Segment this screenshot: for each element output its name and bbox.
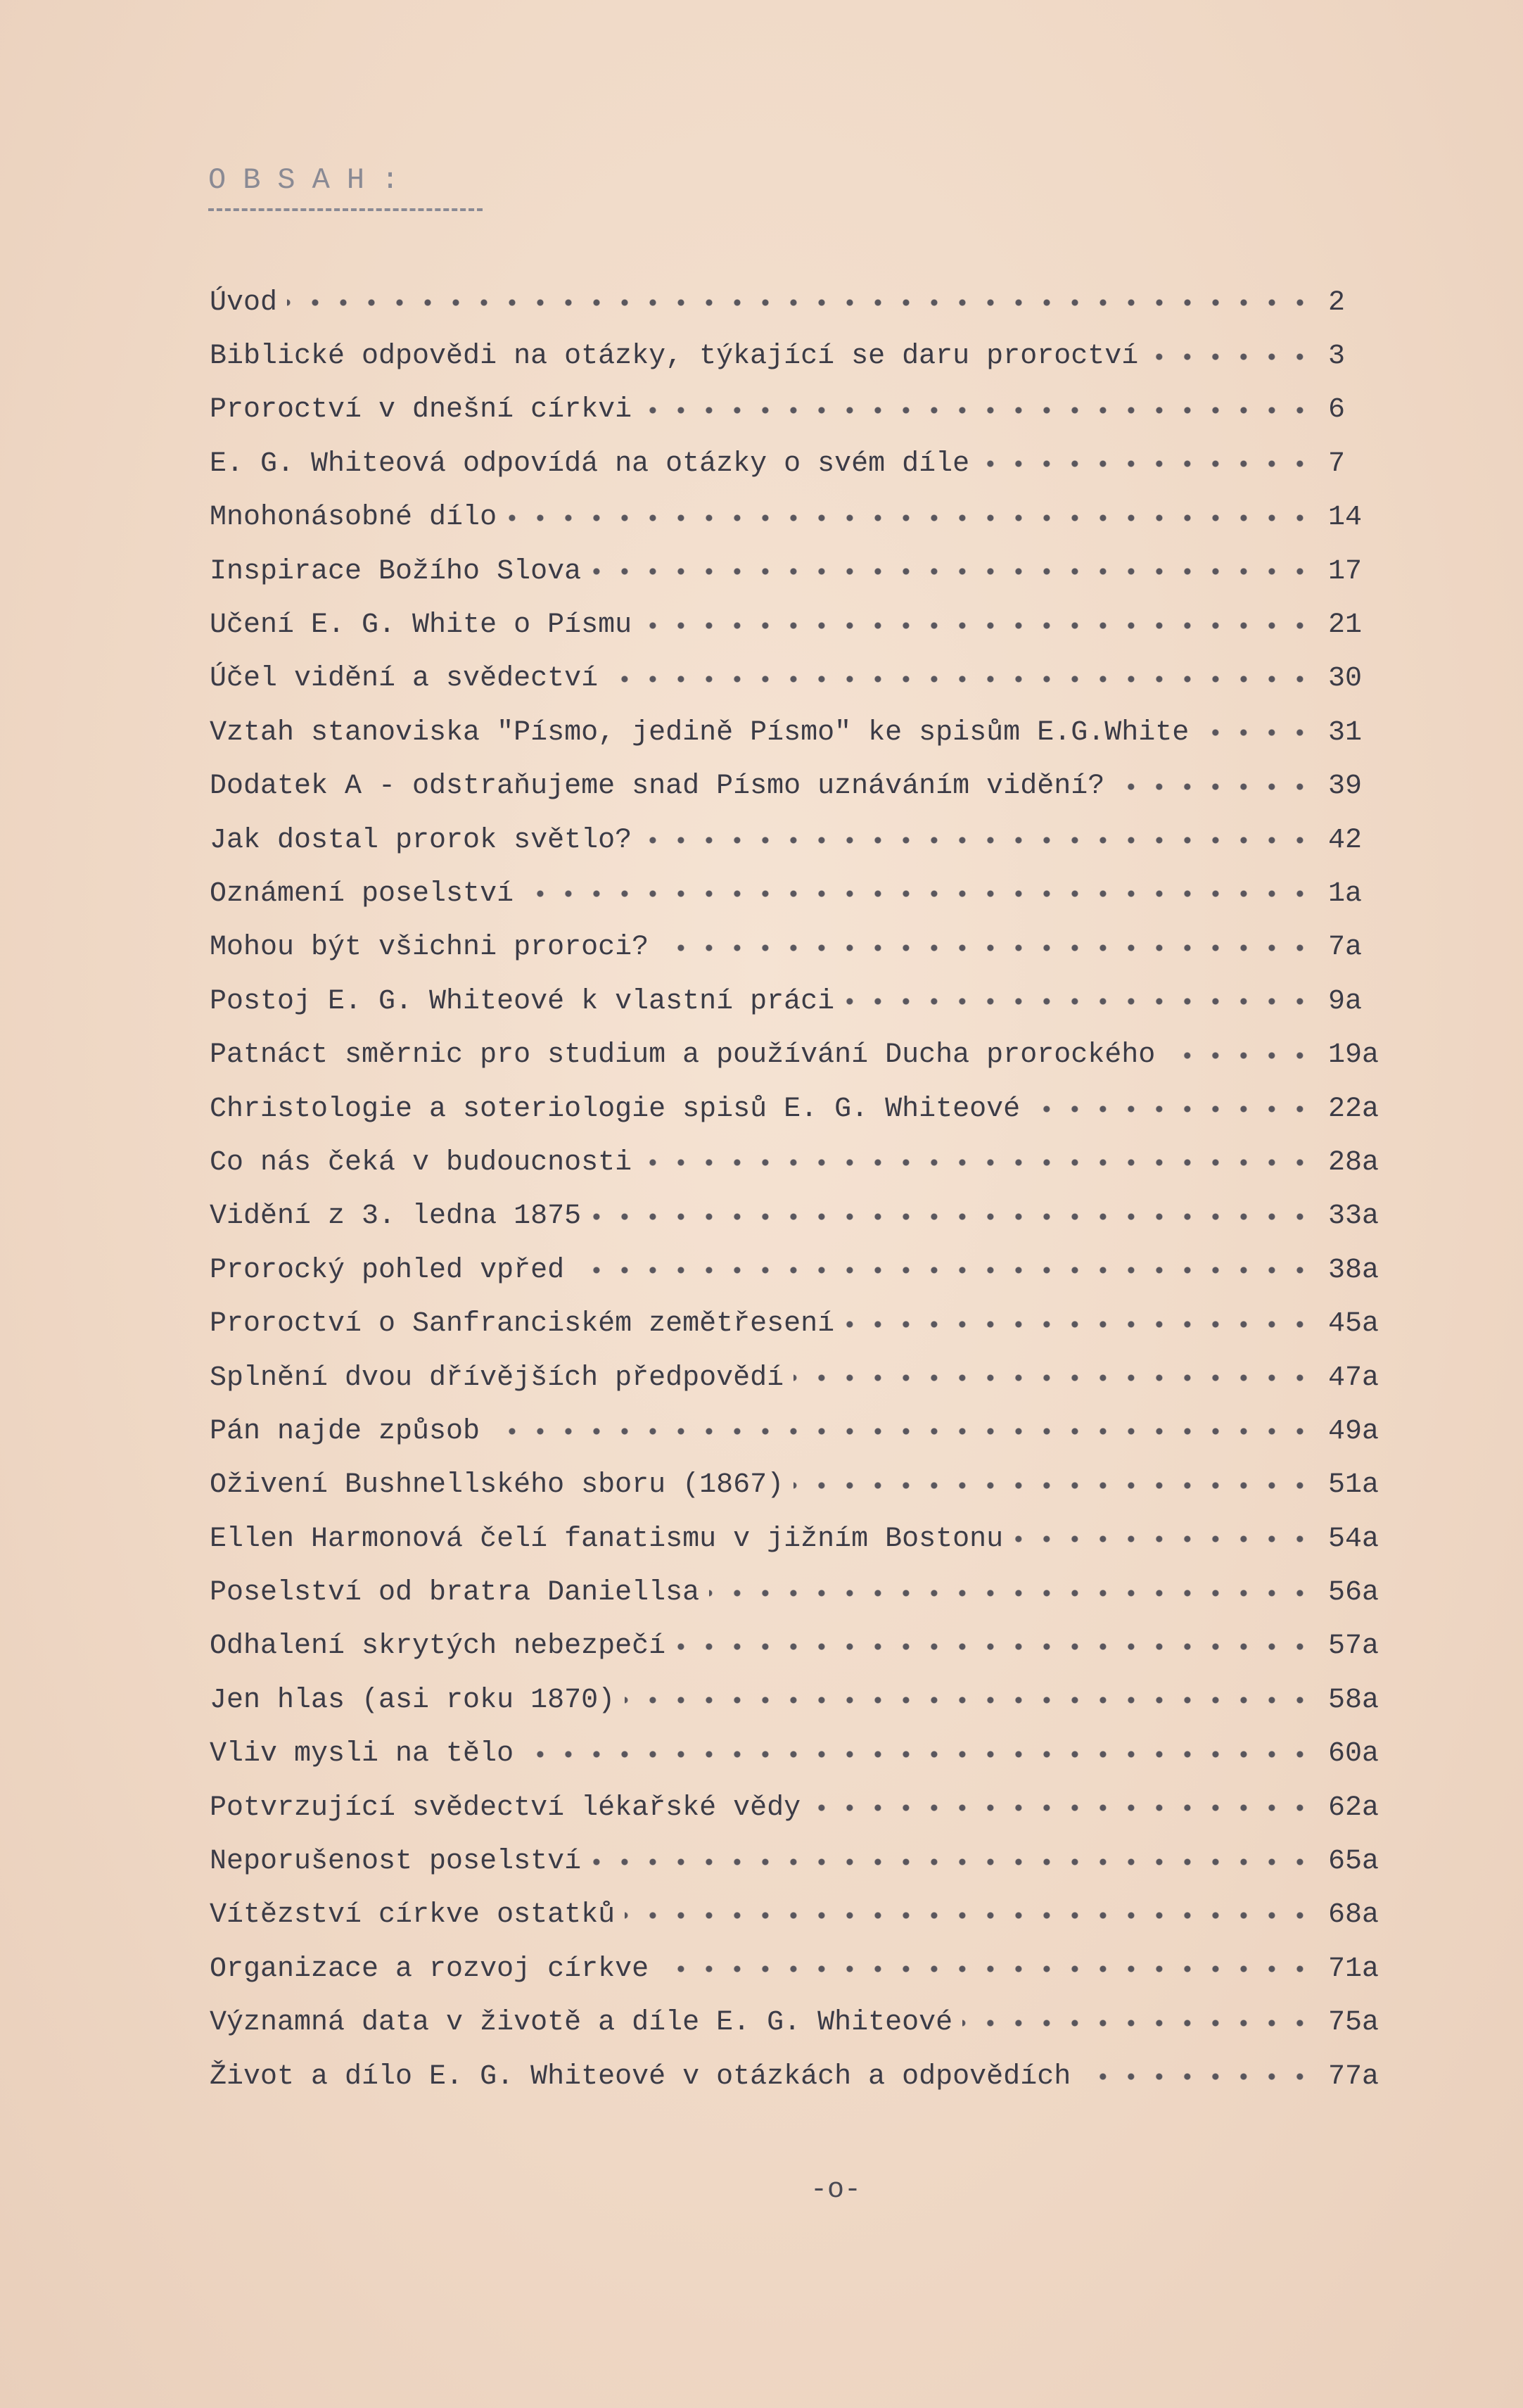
dot-leader — [844, 1310, 1314, 1338]
toc-entry-title: Život a dílo E. G. Whiteové v otázkách a odpovědích — [210, 2060, 1071, 2093]
toc-entry-title: E. G. Whiteová odpovídá na otázky o svém díle — [210, 448, 970, 480]
toc-entry-title: Jen hlas (asi roku 1870) — [210, 1684, 616, 1716]
dot-leader — [794, 1471, 1314, 1500]
toc-entry-page: 6 — [1328, 394, 1346, 426]
toc-entry-page: 65a — [1328, 1846, 1379, 1878]
dot-leader — [1165, 1041, 1314, 1070]
toc-entry-title: Mohou být všichni proroci? — [210, 932, 649, 964]
dot-leader — [1081, 2062, 1314, 2091]
toc-entry — [210, 1781, 1386, 1834]
toc-entry-title: Potvrzující svědectví lékařské vědy — [210, 1792, 801, 1824]
toc-entry-title: Organizace a rozvoj církve — [210, 1953, 649, 1985]
toc-entry — [210, 1996, 1386, 2050]
toc-entry-page: 30 — [1328, 663, 1363, 695]
dot-leader — [810, 1794, 1314, 1822]
toc-entry — [210, 921, 1386, 975]
toc-entry-title: Ellen Harmonová čelí fanatismu v jižním Bostonu — [210, 1523, 1004, 1555]
toc-entry — [210, 1243, 1386, 1297]
toc-entry-page: 33a — [1328, 1200, 1379, 1233]
toc-entry — [210, 706, 1386, 759]
toc-entry-title: Splnění dvou dřívějších předpovědí — [210, 1362, 784, 1394]
toc-entry — [210, 1889, 1386, 1942]
toc-entry — [210, 1082, 1386, 1136]
toc-entry-title: Oživení Bushnellského sboru (1867) — [210, 1469, 784, 1502]
dot-leader — [642, 826, 1314, 854]
toc-entry-page: 77a — [1328, 2060, 1379, 2093]
toc-entry — [210, 1566, 1386, 1619]
toc-entry-page: 56a — [1328, 1577, 1379, 1609]
toc-entry-page: 54a — [1328, 1523, 1379, 1555]
toc-entry-page: 3 — [1328, 341, 1346, 373]
dot-leader — [962, 2009, 1314, 2037]
dot-leader — [675, 1633, 1314, 1661]
toc-entry-page: 51a — [1328, 1469, 1379, 1502]
toc-entry — [210, 384, 1386, 437]
toc-entry-page: 49a — [1328, 1415, 1379, 1447]
dot-leader — [523, 1740, 1314, 1768]
toc-entry-page: 58a — [1328, 1684, 1379, 1716]
toc-entry — [210, 1834, 1386, 1888]
toc-entry — [210, 437, 1386, 490]
toc-entry-title: Prorocký pohled vpřed — [210, 1254, 565, 1286]
dot-leader — [490, 1417, 1314, 1445]
toc-entry-title: Úvod — [210, 286, 278, 319]
dot-leader — [574, 1256, 1314, 1284]
toc-entry-title: Účel vidění a svědectví — [210, 663, 599, 695]
dot-leader — [642, 396, 1314, 424]
dot-leader — [642, 1148, 1314, 1177]
dot-leader — [591, 1203, 1314, 1231]
heading-underline — [208, 208, 483, 211]
dot-leader — [625, 1901, 1314, 1929]
dot-leader — [844, 987, 1314, 1015]
toc-entry — [210, 1297, 1386, 1350]
toc-entry — [210, 652, 1386, 706]
toc-entry — [210, 975, 1386, 1028]
toc-entry-page: 19a — [1328, 1039, 1379, 1072]
dot-leader — [287, 289, 1314, 317]
toc-entry — [210, 1620, 1386, 1673]
dot-leader — [1013, 1525, 1314, 1553]
toc-entry — [210, 1942, 1386, 1996]
dot-leader — [506, 504, 1314, 532]
toc-entry-page: 47a — [1328, 1362, 1379, 1394]
toc-entry-page: 38a — [1328, 1254, 1379, 1286]
toc-entry-page: 60a — [1328, 1738, 1379, 1770]
toc-entry — [210, 491, 1386, 545]
toc-entry-title: Vidění z 3. ledna 1875 — [210, 1200, 582, 1233]
toc-entry-page: 71a — [1328, 1953, 1379, 1985]
toc-entry — [210, 1136, 1386, 1189]
toc-entry-page: 75a — [1328, 2007, 1379, 2039]
toc-entry-page: 62a — [1328, 1792, 1379, 1824]
toc-entry-title: Christologie a soteriologie spisů E. G. Whiteové — [210, 1093, 1021, 1125]
toc-heading: OBSAH: — [208, 163, 416, 197]
toc-entry-page: 7a — [1328, 932, 1363, 964]
dot-leader — [642, 611, 1314, 640]
toc-entry-title: Co nás čeká v budoucnosti — [210, 1146, 632, 1179]
toc-entry-page: 2 — [1328, 286, 1346, 319]
toc-entry-title: Mnohonásobné dílo — [210, 502, 497, 534]
toc-entry — [210, 1673, 1386, 1727]
toc-entry — [210, 2050, 1386, 2103]
dot-leader — [523, 880, 1314, 908]
toc-entry-page: 45a — [1328, 1308, 1379, 1341]
toc-entry-title: Proroctví v dnešní církvi — [210, 394, 632, 426]
dot-leader — [1148, 343, 1314, 371]
dot-leader — [1114, 773, 1314, 801]
toc-entry-page: 68a — [1328, 1899, 1379, 1932]
toc-entry-title: Vítězství církve ostatků — [210, 1899, 616, 1932]
toc-entry-page: 9a — [1328, 985, 1363, 1018]
toc-entry — [210, 1512, 1386, 1566]
toc-entry — [210, 1728, 1386, 1781]
toc-entry-title: Dodatek A - odstraňujeme snad Písmo uznáváním vidění? — [210, 771, 1105, 803]
toc-entry — [210, 1351, 1386, 1405]
dot-leader — [658, 1955, 1314, 1983]
toc-entry — [210, 867, 1386, 920]
toc-entry-page: 42 — [1328, 824, 1363, 856]
dot-leader — [1199, 718, 1314, 747]
table-of-contents — [210, 276, 1386, 2103]
dot-leader — [794, 1364, 1314, 1392]
toc-entry-title: Proroctví o Sanfranciském zemětřesení — [210, 1308, 835, 1341]
toc-entry-title: Patnáct směrnic pro studium a používání Ducha prorockého — [210, 1039, 1156, 1072]
dot-leader — [591, 557, 1314, 585]
dot-leader — [608, 665, 1314, 693]
toc-entry-title: Významná data v životě a díle E. G. Whiteové — [210, 2007, 953, 2039]
toc-entry-title: Inspirace Božího Slova — [210, 555, 582, 588]
toc-entry-page: 7 — [1328, 448, 1346, 480]
toc-entry-title: Vliv mysli na tělo — [210, 1738, 514, 1770]
end-mark: -o- — [810, 2174, 862, 2206]
toc-entry-title: Oznámení poselství — [210, 877, 514, 910]
dot-leader — [658, 934, 1314, 962]
toc-entry — [210, 1190, 1386, 1243]
toc-entry-title: Biblické odpovědi na otázky, týkající se daru proroctví — [210, 341, 1139, 373]
dot-leader — [1030, 1095, 1314, 1123]
dot-leader — [979, 450, 1314, 478]
toc-entry-page: 28a — [1328, 1146, 1379, 1179]
toc-entry — [210, 329, 1386, 383]
toc-entry-title: Vztah stanoviska "Písmo, jedině Písmo" ke spisům E.G.White — [210, 716, 1190, 749]
toc-entry — [210, 760, 1386, 813]
toc-entry-title: Jak dostal prorok světlo? — [210, 824, 632, 856]
dot-leader — [625, 1686, 1314, 1714]
toc-entry-title: Pán najde způsob — [210, 1415, 480, 1447]
toc-entry — [210, 1405, 1386, 1458]
toc-entry-title: Postoj E. G. Whiteové k vlastní práci — [210, 985, 835, 1018]
toc-entry — [210, 276, 1386, 329]
dot-leader — [591, 1848, 1314, 1876]
toc-entry-page: 57a — [1328, 1630, 1379, 1663]
toc-entry — [210, 598, 1386, 652]
toc-entry-page: 1a — [1328, 877, 1363, 910]
toc-entry-title: Poselství od bratra Daniellsa — [210, 1577, 700, 1609]
toc-entry-page: 21 — [1328, 609, 1363, 642]
toc-entry-page: 17 — [1328, 555, 1363, 588]
toc-entry-page: 22a — [1328, 1093, 1379, 1125]
dot-leader — [709, 1579, 1314, 1607]
toc-entry — [210, 813, 1386, 867]
toc-entry-page: 14 — [1328, 502, 1363, 534]
toc-entry-page: 39 — [1328, 771, 1363, 803]
toc-entry — [210, 545, 1386, 598]
toc-entry-title: Neporušenost poselství — [210, 1846, 582, 1878]
toc-entry — [210, 1459, 1386, 1512]
toc-entry — [210, 1028, 1386, 1082]
toc-entry-title: Odhalení skrytých nebezpečí — [210, 1630, 666, 1663]
toc-entry-title: Učení E. G. White o Písmu — [210, 609, 632, 642]
toc-entry-page: 31 — [1328, 716, 1363, 749]
